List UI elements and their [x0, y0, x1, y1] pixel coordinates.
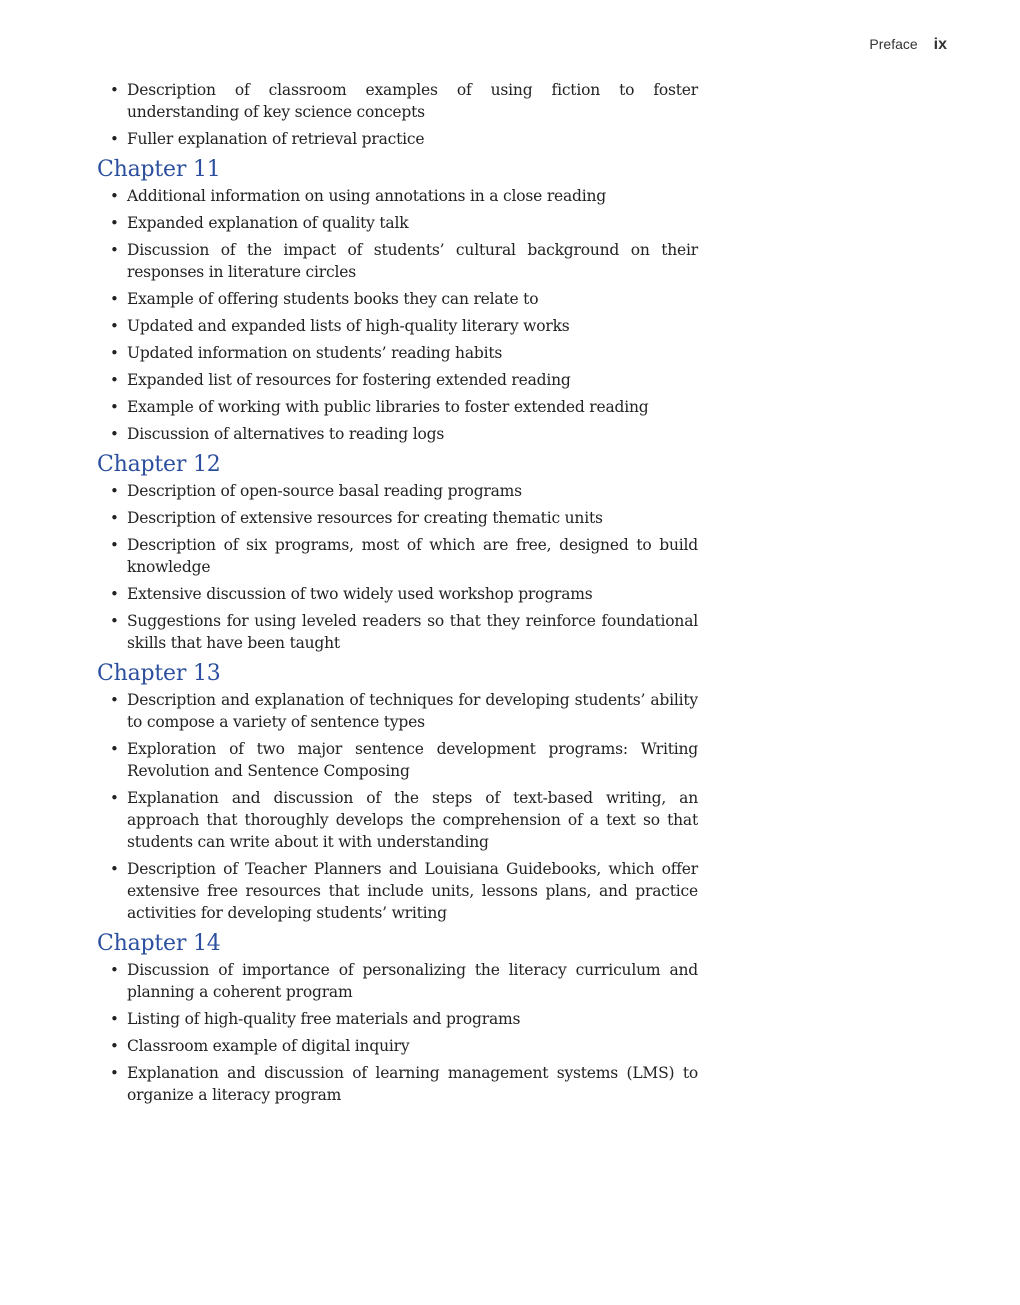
list-item: • Description and explanation of techniques for developing students’ ability to compose a variety of sentence types [97, 689, 698, 733]
list-item: • Suggestions for using leveled readers so that they reinforce foundational skills that have been taught [97, 610, 698, 654]
list-item: • Explanation and discussion of learning management systems (LMS) to organize a literacy program [97, 1062, 698, 1106]
running-head [869, 36, 947, 54]
chapter-heading: Chapter 12 [97, 452, 221, 477]
chapter-11-bullet-list [97, 185, 698, 445]
list-item: • Updated information on students’ reading habits [97, 342, 698, 364]
chapter-12-bullet-list [97, 480, 698, 654]
page-number: ix [933, 36, 947, 53]
chapter-heading: Chapter 13 [97, 661, 221, 686]
list-item: • Explanation and discussion of the steps of text-based writing, an approach that thoroughly develops the comprehension of a text so that students can write about it with understanding [97, 787, 698, 853]
list-item: • Description of extensive resources for creating thematic units [97, 507, 698, 529]
list-item: • Exploration of two major sentence development programs: Writing Revolution and Sentence Composing [97, 738, 698, 782]
list-item: • Discussion of the impact of students’ cultural background on their responses in literature circles [97, 239, 698, 283]
list-item: • Updated and expanded lists of high-quality literary works [97, 315, 698, 337]
list-item: • Description of six programs, most of which are free, designed to build knowledge [97, 534, 698, 578]
chapter-14-bullet-list [97, 959, 698, 1106]
running-head-section: Preface [869, 36, 918, 52]
list-item: • Classroom example of digital inquiry [97, 1035, 698, 1057]
page-body [97, 79, 698, 1111]
list-item: • Extensive discussion of two widely used workshop programs [97, 583, 698, 605]
list-item: • Description of Teacher Planners and Louisiana Guidebooks, which offer extensive free resources that include units, lessons plans, and practice activities for developing students’ writing [97, 858, 698, 924]
list-item: • Example of offering students books they can relate to [97, 288, 698, 310]
list-item: • Example of working with public libraries to foster extended reading [97, 396, 698, 418]
list-item: • Expanded explanation of quality talk [97, 212, 698, 234]
list-item: • Additional information on using annotations in a close reading [97, 185, 698, 207]
list-item: • Discussion of alternatives to reading logs [97, 423, 698, 445]
chapter-13-bullet-list [97, 689, 698, 924]
chapter-heading: Chapter 14 [97, 931, 221, 956]
list-item: • Fuller explanation of retrieval practice [97, 128, 698, 150]
chapter-heading: Chapter 11 [97, 157, 221, 182]
list-item: • Description of open-source basal reading programs [97, 480, 698, 502]
list-item: • Expanded list of resources for fostering extended reading [97, 369, 698, 391]
list-item: • Description of classroom examples of using fiction to foster understanding of key science concepts [97, 79, 698, 123]
list-item: • Discussion of importance of personalizing the literacy curriculum and planning a coherent program [97, 959, 698, 1003]
list-item: • Listing of high-quality free materials and programs [97, 1008, 698, 1030]
intro-bullet-list [97, 79, 698, 150]
